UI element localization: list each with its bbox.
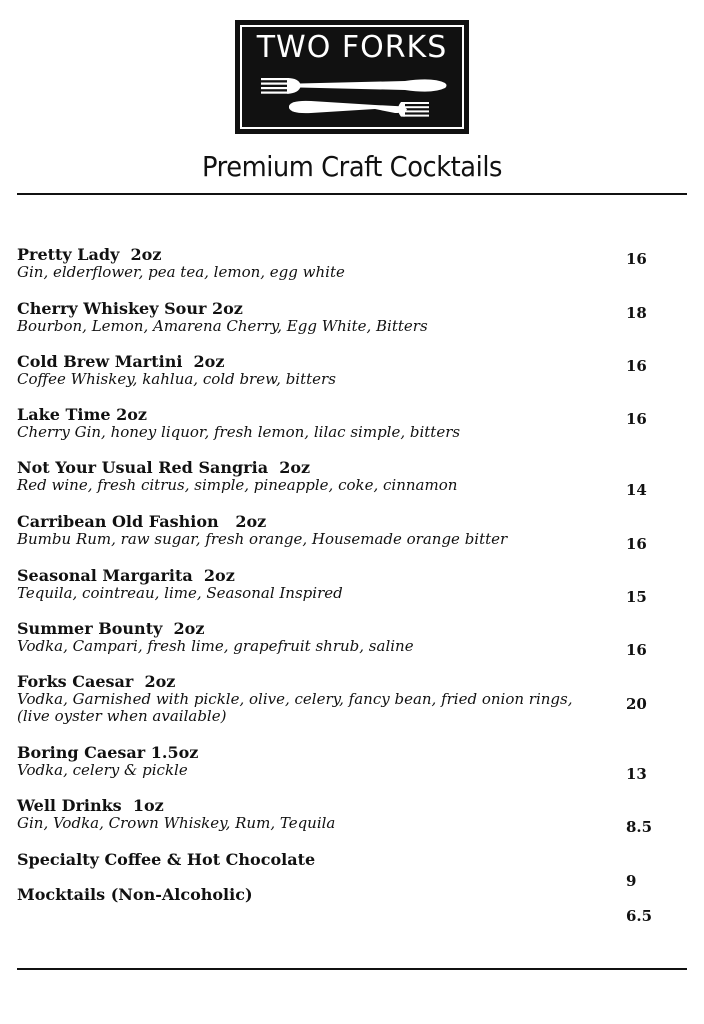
item-name: Lake Time 2oz (17, 405, 148, 424)
item-name: Specialty Coffee & Hot Chocolate (17, 850, 316, 869)
top-divider (17, 193, 687, 195)
menu-item (17, 850, 617, 869)
menu-item (17, 352, 617, 388)
item-description: Tequila, cointreau, lime, Seasonal Inspired (17, 584, 343, 602)
menu-item (17, 796, 617, 832)
item-description: Vodka, Campari, fresh lime, grapefruit shrub, saline (17, 637, 414, 655)
item-price: 15 (626, 588, 647, 606)
item-price: 16 (626, 357, 647, 375)
item-name: Forks Caesar 2oz (17, 672, 176, 691)
menu-item (17, 458, 617, 494)
item-description: Coffee Whiskey, kahlua, cold brew, bitters (17, 370, 336, 388)
menu-item (17, 743, 617, 779)
item-name: Summer Bounty 2oz (17, 619, 205, 638)
item-price: 14 (626, 481, 647, 499)
item-price: 18 (626, 304, 647, 322)
brand-name: TWO FORKS (256, 30, 448, 65)
item-price: 13 (626, 765, 647, 783)
item-price: 8.5 (626, 818, 653, 836)
menu-item (17, 299, 617, 335)
menu-item (17, 672, 577, 725)
item-name: Well Drinks 1oz (17, 796, 164, 815)
menu-item (17, 512, 617, 548)
item-description: Gin, elderflower, pea tea, lemon, egg white (17, 263, 345, 281)
item-description: Bourbon, Lemon, Amarena Cherry, Egg White, Bitters (17, 317, 428, 335)
item-price: 16 (626, 250, 647, 268)
item-name: Seasonal Margarita 2oz (17, 566, 235, 585)
item-price: 16 (626, 535, 647, 553)
item-description: Bumbu Rum, raw sugar, fresh orange, Housemade orange bitter (17, 530, 508, 548)
item-price: 16 (626, 410, 647, 428)
item-description: Vodka, Garnished with pickle, olive, celery, fancy bean, fried onion rings, (live oyster when available) (17, 690, 573, 725)
brand-logo (235, 20, 469, 134)
item-name: Pretty Lady 2oz (17, 245, 162, 264)
item-name: Carribean Old Fashion 2oz (17, 512, 267, 531)
item-name: Mocktails (Non-Alcoholic) (17, 885, 253, 904)
item-description: Cherry Gin, honey liquor, fresh lemon, lilac simple, bitters (17, 423, 461, 441)
page-subtitle: Premium Craft Cocktails (202, 150, 502, 183)
item-name: Boring Caesar 1.5oz (17, 743, 199, 762)
menu-item (17, 885, 617, 904)
bottom-divider (17, 968, 687, 970)
menu-item (17, 619, 617, 655)
item-price: 9 (626, 872, 637, 890)
item-price: 20 (626, 695, 647, 713)
menu-item (17, 405, 617, 441)
menu-item (17, 566, 617, 602)
menu-item (17, 245, 617, 281)
item-price: 16 (626, 641, 647, 659)
item-name: Cold Brew Martini 2oz (17, 352, 225, 371)
item-description: Vodka, celery & pickle (17, 761, 188, 779)
item-name: Cherry Whiskey Sour 2oz (17, 299, 243, 318)
item-price: 6.5 (626, 907, 653, 925)
item-description: Gin, Vodka, Crown Whiskey, Rum, Tequila (17, 814, 336, 832)
item-description: Red wine, fresh citrus, simple, pineapple, coke, cinnamon (17, 476, 458, 494)
forks-icon (255, 72, 449, 132)
item-name: Not Your Usual Red Sangria 2oz (17, 458, 311, 477)
